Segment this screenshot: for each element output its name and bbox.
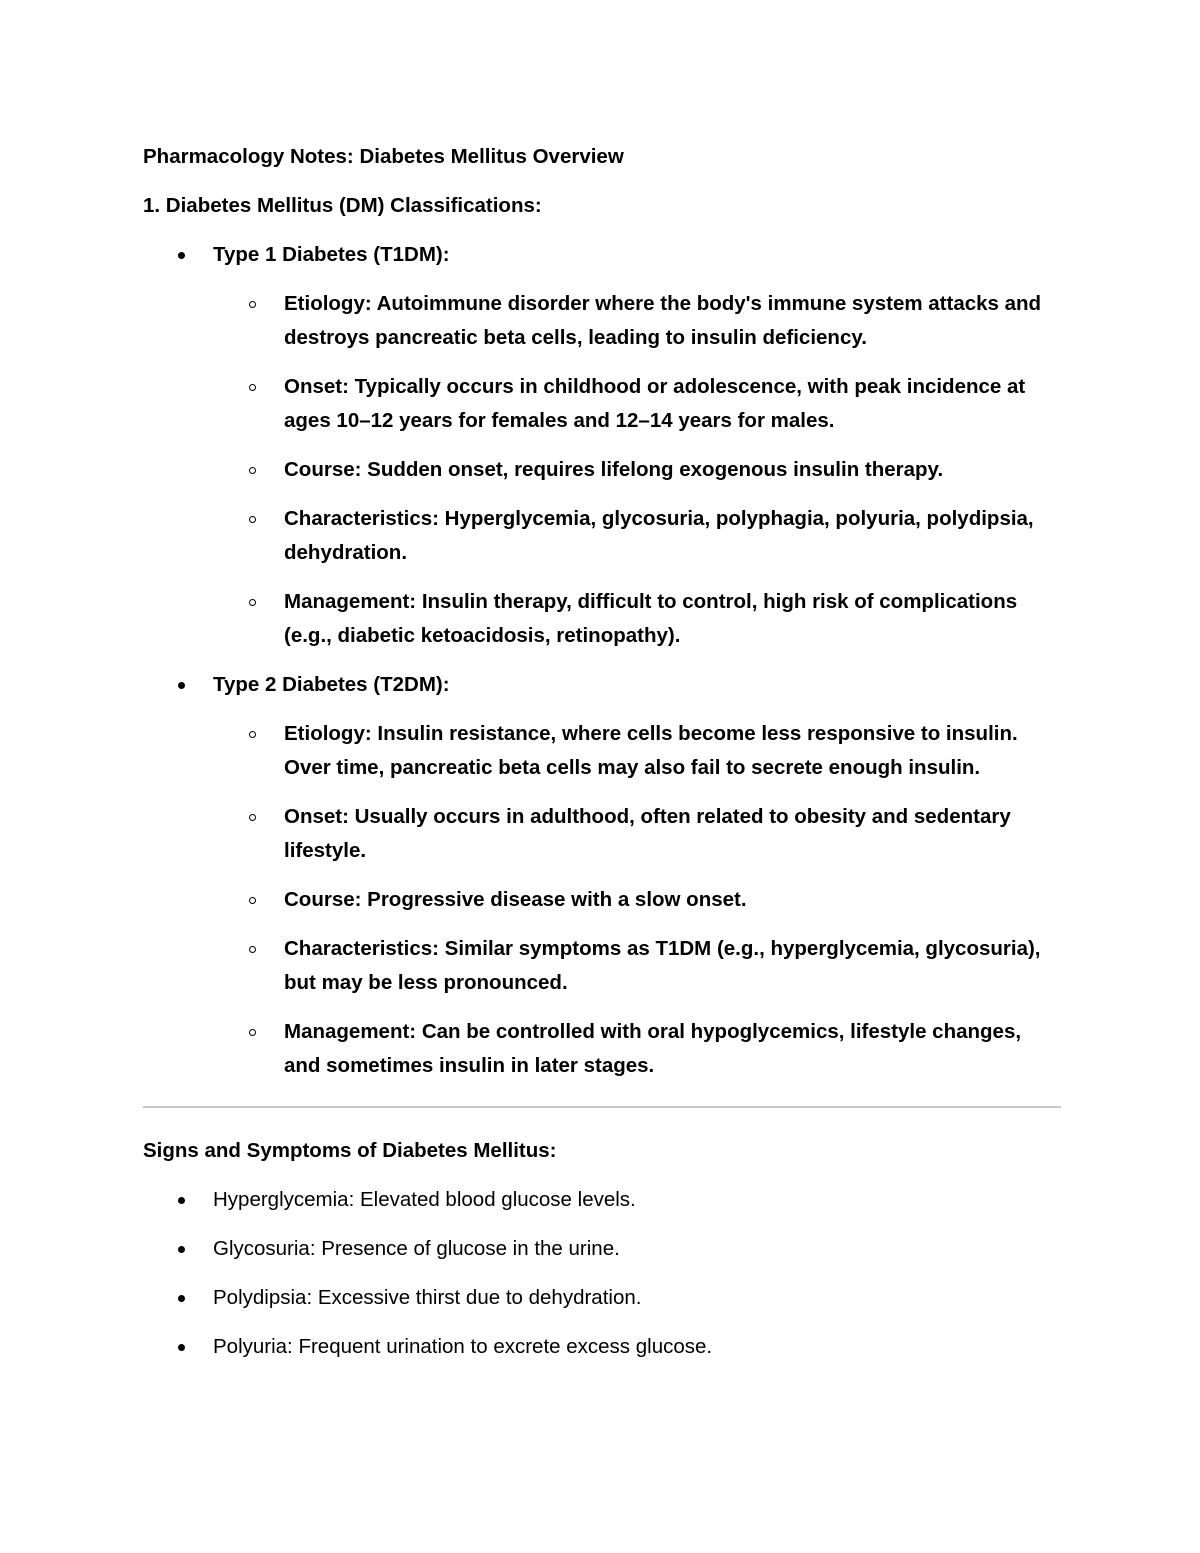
type-label: Type 2 Diabetes (T2DM):: [213, 673, 450, 696]
list-item: [143, 1281, 1061, 1315]
detail-text: Characteristics: Hyperglycemia, glycosuria, polyphagia, polyuria, polydipsia, dehydration.: [284, 507, 1034, 564]
list-item: [213, 585, 1061, 653]
list-item: [213, 800, 1061, 868]
type-label: Type 1 Diabetes (T1DM):: [213, 243, 450, 266]
list-item: [213, 502, 1061, 570]
symptom-text: Polyuria: Frequent urination to excrete excess glucose.: [213, 1335, 713, 1358]
horizontal-divider: [143, 1106, 1061, 1108]
detail-text: Course: Progressive disease with a slow onset.: [284, 888, 747, 911]
list-item-type1: [143, 238, 1061, 653]
bullet-circle-icon: [249, 946, 256, 953]
document-page: [143, 140, 1061, 1379]
list-item: [213, 453, 1061, 487]
bullet-disc-icon: [178, 682, 185, 689]
bullet-disc-icon: [178, 1246, 185, 1253]
classification-list: [143, 238, 1061, 1083]
list-item: [213, 370, 1061, 438]
bullet-circle-icon: [249, 516, 256, 523]
list-item: [213, 717, 1061, 785]
type2-detail-list: [213, 717, 1061, 1083]
type1-detail-list: [213, 287, 1061, 653]
bullet-circle-icon: [249, 731, 256, 738]
list-item: [213, 1015, 1061, 1083]
detail-text: Course: Sudden onset, requires lifelong exogenous insulin therapy.: [284, 458, 944, 481]
document-title: Pharmacology Notes: Diabetes Mellitus Overview: [143, 145, 624, 168]
list-item: [213, 883, 1061, 917]
bullet-circle-icon: [249, 814, 256, 821]
bullet-disc-icon: [178, 1344, 185, 1351]
detail-text: Characteristics: Similar symptoms as T1DM (e.g., hyperglycemia, glycosuria), but may be less pronounced.: [284, 937, 1041, 994]
list-item: [143, 1232, 1061, 1266]
section-heading-signs-symptoms: Signs and Symptoms of Diabetes Mellitus:: [143, 1139, 557, 1162]
detail-text: Onset: Typically occurs in childhood or adolescence, with peak incidence at ages 10–12 years for females and 12–14 years for males.: [284, 375, 1026, 432]
bullet-circle-icon: [249, 301, 256, 308]
symptom-text: Polydipsia: Excessive thirst due to dehydration.: [213, 1286, 642, 1309]
detail-text: Onset: Usually occurs in adulthood, often related to obesity and sedentary lifestyle.: [284, 805, 1011, 862]
section-heading-classifications: 1. Diabetes Mellitus (DM) Classifications:: [143, 194, 542, 217]
bullet-disc-icon: [178, 1197, 185, 1204]
detail-text: Etiology: Autoimmune disorder where the body's immune system attacks and destroys pancreatic beta cells, leading to insulin deficiency.: [284, 292, 1042, 349]
bullet-circle-icon: [249, 384, 256, 391]
bullet-disc-icon: [178, 252, 185, 259]
symptom-text: Glycosuria: Presence of glucose in the urine.: [213, 1237, 620, 1260]
list-item: [143, 1183, 1061, 1217]
bullet-disc-icon: [178, 1295, 185, 1302]
list-item-type2: [143, 668, 1061, 1083]
list-item: [213, 287, 1061, 355]
bullet-circle-icon: [249, 467, 256, 474]
bullet-circle-icon: [249, 599, 256, 606]
list-item: [143, 1330, 1061, 1364]
detail-text: Management: Can be controlled with oral hypoglycemics, lifestyle changes, and sometimes insulin in later stages.: [284, 1020, 1022, 1077]
list-item: [213, 932, 1061, 1000]
symptom-text: Hyperglycemia: Elevated blood glucose levels.: [213, 1188, 636, 1211]
symptoms-list: [143, 1183, 1061, 1364]
bullet-circle-icon: [249, 1029, 256, 1036]
detail-text: Management: Insulin therapy, difficult to control, high risk of complications (e.g., diabetic ketoacidosis, retinopathy).: [284, 590, 1018, 647]
detail-text: Etiology: Insulin resistance, where cells become less responsive to insulin. Over time, pancreatic beta cells may also fail to secrete enough insulin.: [284, 722, 1018, 779]
bullet-circle-icon: [249, 897, 256, 904]
